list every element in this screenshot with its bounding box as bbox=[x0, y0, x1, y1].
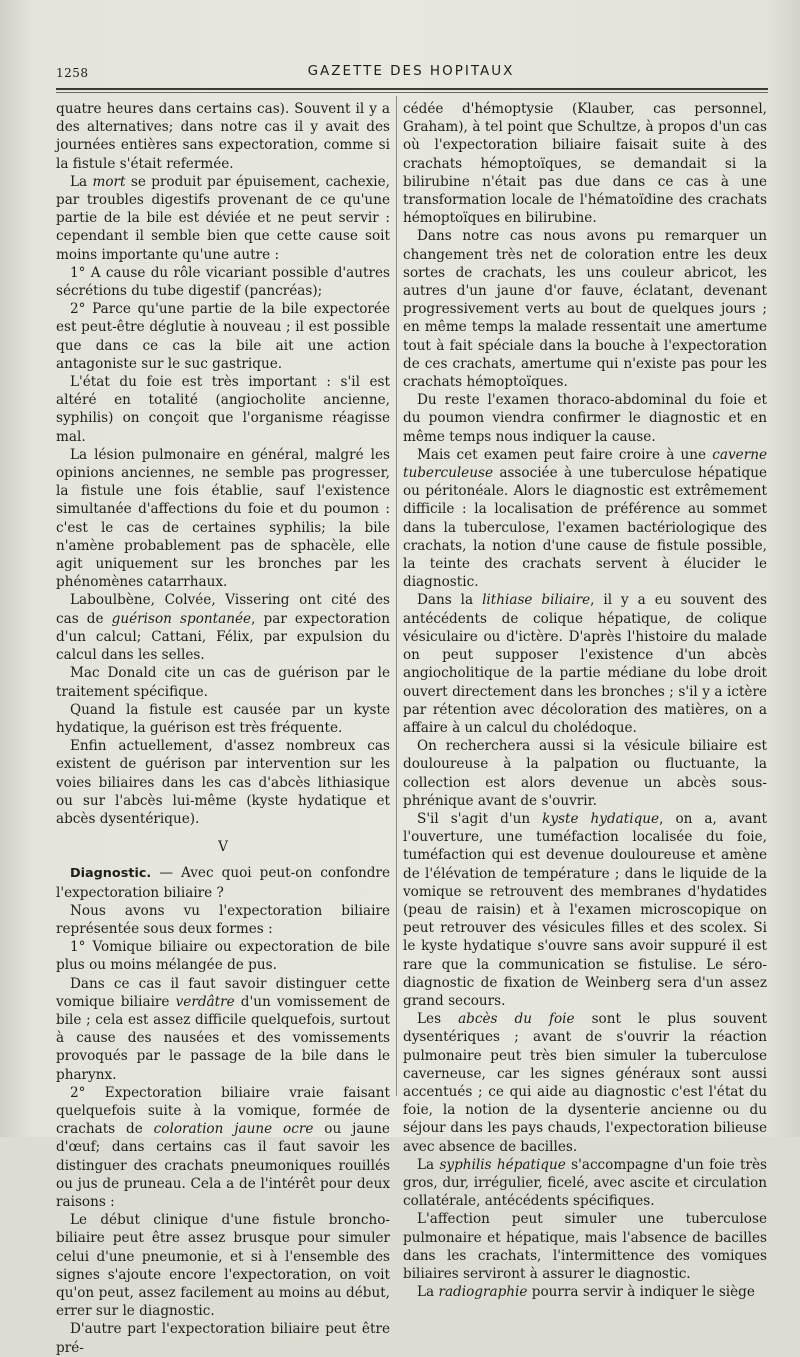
text-run: Les bbox=[417, 1011, 459, 1028]
paragraph bbox=[56, 975, 390, 1084]
text-run: d'un vomissement de bile ; cela est assez difficile quelquefois, surtout à cause des nausées et des vomissements provoqués par le passage de la bile dans le pharynx. bbox=[56, 993, 390, 1083]
text-run: associée à une tuberculose hépatique ou péritonéale. Alors le diagnostic est extrêmement difficile : la localisation de préférence au sommet dans la tuberculose, l'examen bactériologique des crachats, la notion d'une cause de fistule possible, la teinte des crachats servent à élucider le diagnostic. bbox=[403, 465, 767, 591]
text-run: , par expectoration d'un calcul; Cattani, Félix, par expulsion du calcul dans les selles. bbox=[56, 610, 390, 664]
paragraph bbox=[56, 1084, 390, 1211]
paragraph: On recherchera aussi si la vésicule biliaire est douloureuse à la palpation ou fluctuante, la collection est alors devenue un abcès sous-phrénique avant de s'ouvrir. bbox=[403, 738, 767, 809]
section-heading: Diagnostic. bbox=[70, 866, 152, 882]
paragraph bbox=[56, 591, 390, 664]
text-run: s'accompagne d'un foie très gros, dur, irrégulier, ficelé, avec ascite et circulation collatérale, antécédents spécifiques. bbox=[403, 1156, 768, 1210]
text-run: La bbox=[70, 173, 93, 190]
italic-term: coloration jaune ocre bbox=[153, 1121, 314, 1138]
text-run: Laboulbène, Colvée, Vissering ont cité des cas de bbox=[56, 592, 390, 627]
right-column bbox=[403, 100, 767, 1301]
paragraph: 1° Vomique biliaire ou expectoration de bile plus ou moins mélangée de pus. bbox=[56, 939, 390, 974]
paragraph: Dans notre cas nous avons pu remarquer un changement très net de coloration entre les deux sortes de crachats, les uns couleur abricot, les autres d'un jaune d'or fauve, éclatant, devenant progressivement verts au bout de quelques jours ; en même temps la malade ressentait une amertume tout à fait spéciale dans la bouche à l'expectoration de ces crachats, amertume qui n'existe pas pour les crachats hémoptoïques. bbox=[403, 228, 767, 391]
italic-term: mort bbox=[92, 173, 126, 190]
text-run: pourra servir à indiquer le siège bbox=[527, 1284, 755, 1301]
section-number: V bbox=[218, 839, 228, 856]
paragraph: L'état du foie est très important : s'il est altéré en totalité (angiocholite ancienne, syphilis) on conçoit que l'organisme réagisse mal. bbox=[56, 374, 390, 445]
paragraph bbox=[56, 864, 390, 901]
text-run: Dans ce cas il faut savoir distinguer cette vomique biliaire bbox=[56, 975, 390, 1010]
text-run: La bbox=[417, 1284, 439, 1301]
italic-term: syphilis hépatique bbox=[439, 1156, 566, 1173]
column-divider bbox=[396, 96, 397, 1096]
paragraph: Nous avons vu l'expectoration biliaire représentée sous deux formes : bbox=[56, 902, 390, 937]
text-run: 2° Expectoration biliaire vraie faisant quelquefois suite à la vomique, formée de crachats de bbox=[56, 1084, 390, 1138]
paragraph: L'affection peut simuler une tuberculose pulmonaire et hépatique, mais l'absence de bacilles dans les crachats, l'intermittence des vomiques biliaires serviront à assurer le diagnostic. bbox=[403, 1211, 767, 1282]
running-head: GAZETTE DES HOPITAUX bbox=[307, 63, 515, 79]
paragraph bbox=[403, 446, 767, 592]
header-rule bbox=[56, 88, 768, 90]
paragraph: La lésion pulmonaire en général, malgré les opinions anciennes, ne semble pas progresser, la fistule une fois établie, sauf l'existence simultanée d'affections du foie et du poumon : c'est le cas de certaines syphilis; la bile n'amène probablement pas de sphacèle, elle agit uniquement sur les bronches par les phénomènes catarrhaux. bbox=[56, 446, 390, 591]
paragraph bbox=[403, 1010, 767, 1156]
paragraph-continued: quatre heures dans certains cas). Souvent il y a des alternatives; dans notre cas il y avait des journées entières sans expectoration, comme si la fistule s'était refermée. bbox=[56, 101, 390, 172]
paragraph bbox=[403, 1156, 767, 1211]
page-number: 1258 bbox=[56, 66, 89, 80]
page-header bbox=[56, 62, 766, 84]
text-run: — Avec quoi peut-on confondre l'expectoration biliaire ? bbox=[56, 865, 390, 901]
paragraph: 1° A cause du rôle vicariant possible d'autres sécrétions du tube digestif (pancréas); bbox=[56, 264, 390, 300]
paragraph: Le début clinique d'une fistule broncho-biliaire peut être assez brusque pour simuler celui d'une pneumonie, et si à l'ensemble des signes s'ajoute encore l'expectoration, on voit qu'on peut, assez facilement au moins au début, errer sur le diagnostic. bbox=[56, 1212, 390, 1320]
italic-term: kyste hydatique bbox=[542, 810, 660, 827]
paragraph: Mac Donald cite un cas de guérison par le traitement spécifique. bbox=[56, 665, 390, 700]
text-run: ou jaune d'œuf; dans certains cas il faut savoir les distinguer des crachats pneumoniques rouillés ou jus de pruneau. Cela a de l'intérêt pour deux raisons : bbox=[56, 1121, 390, 1210]
paragraph: Enfin actuellement, d'assez nombreux cas existent de guérison par intervention sur les voies biliaires dans les cas d'abcès lithiasique ou sur l'abcès lui-même (kyste hydatique et abcès dysentérique). bbox=[56, 738, 390, 827]
text-run: La bbox=[417, 1156, 440, 1173]
left-column bbox=[56, 100, 390, 1357]
italic-term: caverne tuberculeuse bbox=[403, 446, 767, 482]
italic-term: guérison spontanée bbox=[111, 610, 252, 627]
italic-term: radiographie bbox=[438, 1284, 528, 1301]
paragraph: Du reste l'examen thoraco-abdominal du foie et du poumon viendra confirmer le diagnostic et en même temps nous indiquer la cause. bbox=[403, 392, 767, 445]
italic-term: abcès du foie bbox=[458, 1011, 575, 1028]
paragraph bbox=[56, 173, 390, 264]
italic-term: lithiase biliaire bbox=[482, 592, 591, 609]
paragraph bbox=[403, 1283, 767, 1301]
text-run: , on a, avant l'ouverture, une tuméfaction localisée du foie, tuméfaction qui est devenue douloureuse et amène de l'élévation de température ; dans le liquide de la vomique se retrouvent des membranes d'hydatides (peau de raisin) et à l'examen microscopique on peut retrouver des vésicules filles et des scolex. Si le kyste hydatique s'ouvre sans avoir suppuré il est rare que la communication se fistulise. Le séro-diagnostic de fixation de Weinberg sera d'un assez grand secours. bbox=[403, 810, 767, 1009]
text-run: se produit par épuisement, cachexie, par troubles digestifs provenant de ce qu'une partie de la bile est déviée et ne peut servir : cependant il semble bien que cette cause soit moins importante qu'une autre : bbox=[56, 173, 391, 263]
text-run: Mais cet examen peut faire croire à une bbox=[417, 446, 713, 463]
paragraph bbox=[403, 591, 767, 737]
italic-term: verdâtre bbox=[175, 993, 235, 1010]
paragraph: 2° Parce qu'une partie de la bile expectorée est peut-être déglutie à nouveau ; il est possible que dans ce cas la bile ait une action antagoniste sur le suc gastrique. bbox=[56, 301, 390, 372]
header-rule-thin bbox=[56, 92, 768, 93]
paragraph-continued: cédée d'hémoptysie (Klauber, cas personnel, Graham), à tel point que Schultze, à propos d'un cas où l'expectoration biliaire faisait suite à des crachats hémoptoïques, se demandait si la bilirubine n'était pas due dans ce cas à une transformation locale de l'hématoïdine des crachats hémoptoïques en bilirubine. bbox=[403, 101, 767, 227]
text-run: Dans la bbox=[417, 592, 483, 609]
paragraph bbox=[403, 810, 767, 1010]
paragraph: D'autre part l'expectoration biliaire peut être pré- bbox=[56, 1321, 390, 1356]
paragraph: Quand la fistule est causée par un kyste hydatique, la guérison est très fréquente. bbox=[56, 701, 390, 736]
text-run: , il y a eu souvent des antécédents de colique hépatique, de colique vésiculaire ou d'ictère. D'après l'histoire du malade on peut supposer l'existence d'un abcès angiocholitique de la partie médiane du lobe droit ouvert directement dans les bronches ; s'il y a ictère par rétention avec décoloration des matières, on a affaire à un calcul du cholédoque. bbox=[403, 592, 767, 736]
text-run: S'il s'agit d'un bbox=[417, 810, 543, 827]
text-run: sont le plus souvent dysentériques ; avant de s'ouvrir la réaction pulmonaire peut très bien simuler la tuberculose caverneuse, car les signes généraux sont aussi accentués ; ce qui aide au diagnostic c'est l'état du foie, la notion de la dysenterie ancienne ou du séjour dans les pays chauds, l'expectoration bilieuse avec absence de bacilles. bbox=[403, 1011, 767, 1155]
